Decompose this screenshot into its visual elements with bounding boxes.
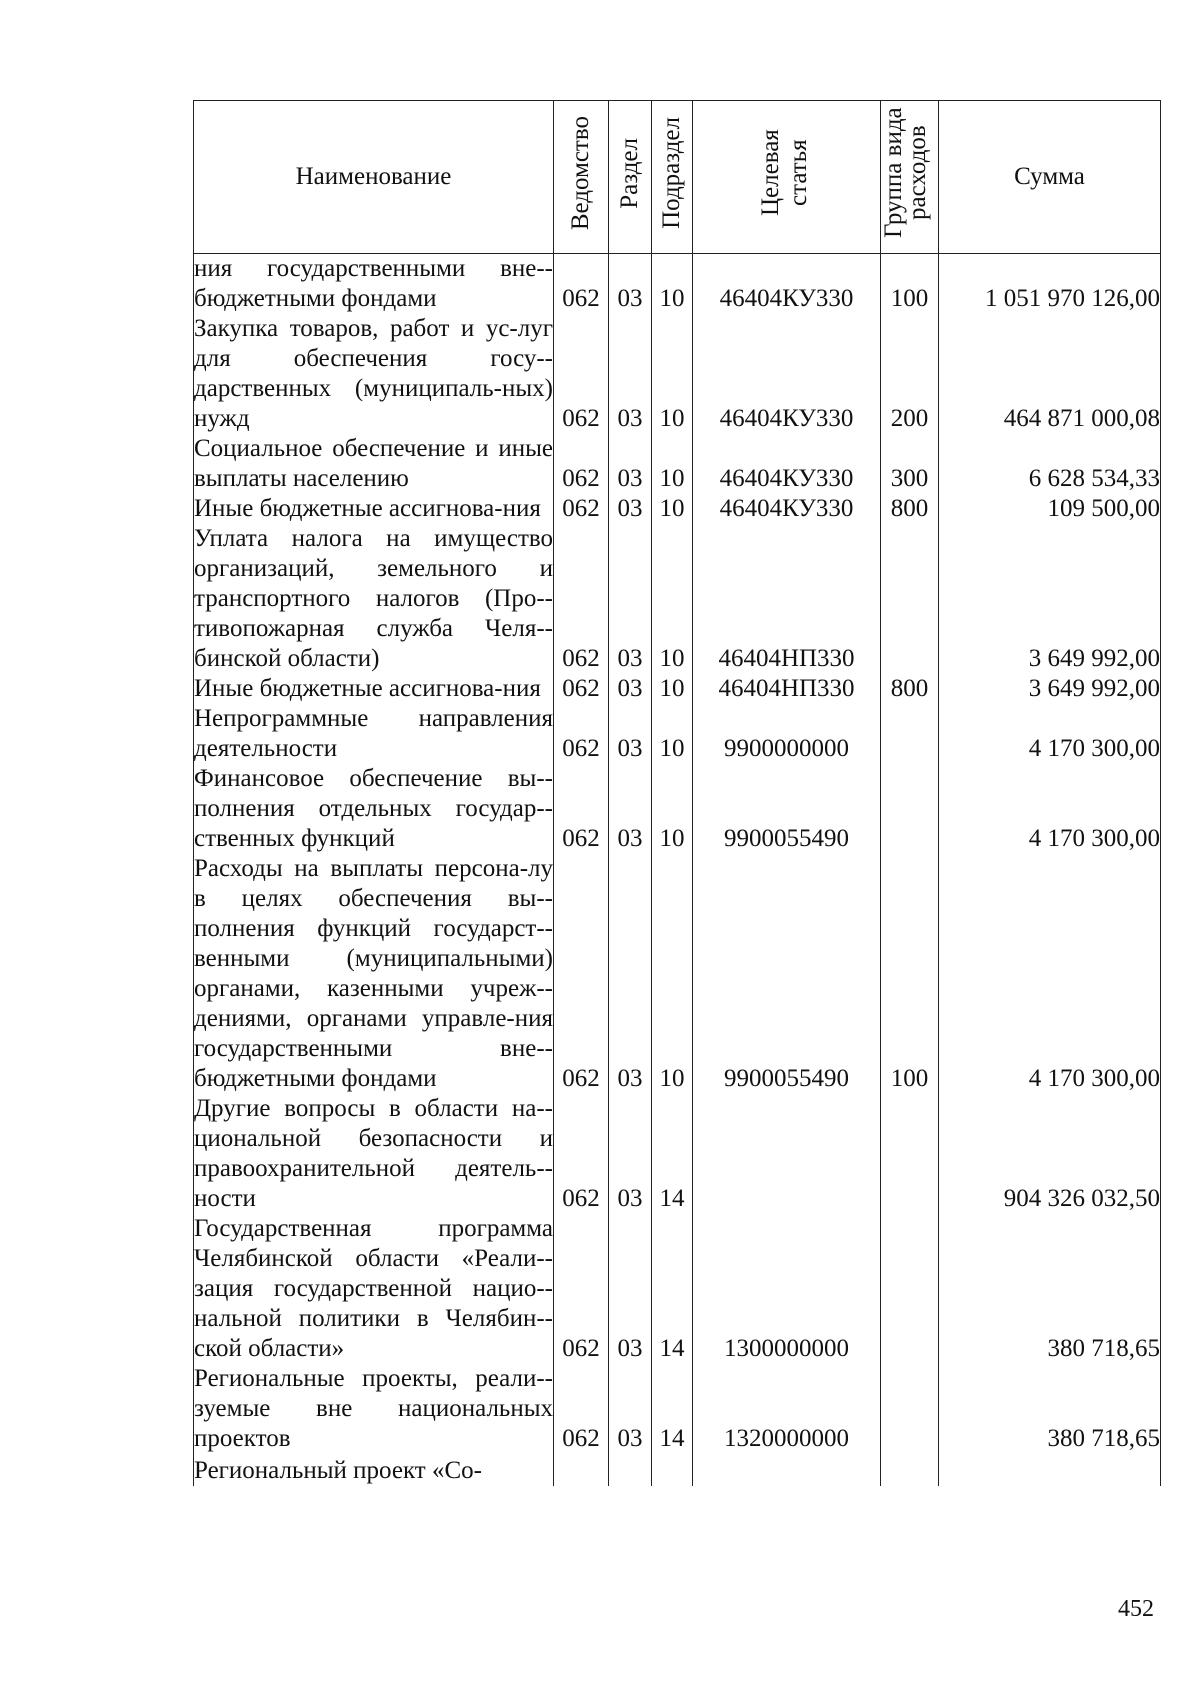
row-gruppa-vida bbox=[881, 1214, 939, 1364]
row-razdel: 03 bbox=[609, 1214, 652, 1364]
row-podrazdel: 10 bbox=[652, 434, 693, 494]
row-razdel: 03 bbox=[609, 704, 652, 764]
row-razdel: 03 bbox=[609, 314, 652, 434]
row-razdel: 03 bbox=[609, 674, 652, 704]
row-razdel: 03 bbox=[609, 494, 652, 524]
row-name: Иные бюджетные ассигнова-ния bbox=[194, 674, 554, 704]
row-gruppa-vida: 100 bbox=[881, 854, 939, 1094]
row-summa: 380 718,65 bbox=[939, 1364, 1161, 1454]
header-razdel: Раздел bbox=[609, 101, 652, 254]
row-celevaya-statya: 9900055490 bbox=[693, 764, 881, 854]
row-vedomstvo: 062 bbox=[554, 1094, 609, 1214]
row-vedomstvo: 062 bbox=[554, 854, 609, 1094]
row-name: ния государственными вне-бюджетными фондами bbox=[194, 255, 553, 312]
row-razdel: 03 bbox=[609, 1094, 652, 1214]
row-name: Расходы на выплаты персона-лу в целях обеспечения вы-полнения функций государст-венными (муниципальными) органами, казенными учреж-дениями, органами управле-ния государственными вне-бюджетными фондами bbox=[194, 855, 553, 1092]
row-summa: 3 649 992,00 bbox=[939, 524, 1161, 674]
row-vedomstvo: 062 bbox=[554, 524, 609, 674]
row-celevaya-statya: 46404КУ330 bbox=[693, 314, 881, 434]
row-podrazdel: 10 bbox=[652, 524, 693, 674]
table-row bbox=[194, 314, 1161, 434]
row-podrazdel: 14 bbox=[652, 1364, 693, 1454]
row-gruppa-vida: 100 bbox=[881, 254, 939, 315]
row-podrazdel: 14 bbox=[652, 1214, 693, 1364]
row-name: Государственная программа Челябинской области «Реали-зация государственной нацио-нальной политики в Челябин-ской области» bbox=[194, 1215, 553, 1362]
row-summa: 904 326 032,50 bbox=[939, 1094, 1161, 1214]
row-vedomstvo: 062 bbox=[554, 704, 609, 764]
row-razdel: 03 bbox=[609, 1364, 652, 1454]
budget-page bbox=[193, 100, 1160, 1486]
row-gruppa-vida: 200 bbox=[881, 314, 939, 434]
row-celevaya-statya bbox=[693, 1094, 881, 1214]
row-gruppa-vida bbox=[881, 1364, 939, 1454]
row-podrazdel: 14 bbox=[652, 1094, 693, 1214]
table-row bbox=[194, 524, 1161, 674]
budget-table bbox=[193, 100, 1161, 1486]
row-summa: 464 871 000,08 bbox=[939, 314, 1161, 434]
row-gruppa-vida: 800 bbox=[881, 674, 939, 704]
row-vedomstvo: 062 bbox=[554, 764, 609, 854]
row-name: Другие вопросы в области на-циональной безопасности и правоохранительной деятель-ности bbox=[194, 1095, 553, 1212]
row-vedomstvo: 062 bbox=[554, 674, 609, 704]
row-summa bbox=[939, 1454, 1161, 1486]
table-row bbox=[194, 254, 1161, 315]
row-name: Непрограммные направления деятельности bbox=[194, 705, 553, 762]
row-gruppa-vida bbox=[881, 704, 939, 764]
header-celevaya-statya: Целевая статья bbox=[693, 101, 881, 254]
row-podrazdel: 10 bbox=[652, 254, 693, 315]
row-name: Уплата налога на имущество организаций, земельного и транспортного налогов (Про-тивопожарная служба Челя-бинской области) bbox=[194, 525, 553, 672]
row-podrazdel: 10 bbox=[652, 674, 693, 704]
row-celevaya-statya: 1320000000 bbox=[693, 1364, 881, 1454]
row-vedomstvo: 062 bbox=[554, 254, 609, 315]
row-celevaya-statya: 46404КУ330 bbox=[693, 434, 881, 494]
row-gruppa-vida bbox=[881, 524, 939, 674]
row-summa: 380 718,65 bbox=[939, 1214, 1161, 1364]
row-name: Региональный проект «Со- bbox=[194, 1454, 554, 1486]
row-name: Иные бюджетные ассигнова-ния bbox=[194, 494, 554, 524]
row-razdel: 03 bbox=[609, 434, 652, 494]
header-summa: Сумма bbox=[939, 101, 1161, 254]
page-number: 452 bbox=[1118, 1596, 1154, 1622]
row-gruppa-vida: 300 bbox=[881, 434, 939, 494]
row-summa: 3 649 992,00 bbox=[939, 674, 1161, 704]
row-summa: 1 051 970 126,00 bbox=[939, 254, 1161, 315]
row-vedomstvo: 062 bbox=[554, 434, 609, 494]
table-row bbox=[194, 494, 1161, 524]
row-vedomstvo: 062 bbox=[554, 314, 609, 434]
table-row bbox=[194, 1214, 1161, 1364]
row-summa: 6 628 534,33 bbox=[939, 434, 1161, 494]
row-podrazdel: 10 bbox=[652, 764, 693, 854]
row-summa: 4 170 300,00 bbox=[939, 704, 1161, 764]
header-gruppa-vida-rashodov: Группа вида расходов bbox=[881, 101, 939, 254]
row-vedomstvo: 062 bbox=[554, 494, 609, 524]
row-podrazdel bbox=[652, 1454, 693, 1486]
row-podrazdel: 10 bbox=[652, 494, 693, 524]
row-summa: 109 500,00 bbox=[939, 494, 1161, 524]
table-row bbox=[194, 854, 1161, 1094]
row-celevaya-statya: 46404КУ330 bbox=[693, 494, 881, 524]
row-gruppa-vida bbox=[881, 1094, 939, 1214]
row-vedomstvo bbox=[554, 1454, 609, 1486]
row-podrazdel: 10 bbox=[652, 314, 693, 434]
row-vedomstvo: 062 bbox=[554, 1214, 609, 1364]
row-podrazdel: 10 bbox=[652, 854, 693, 1094]
table-row bbox=[194, 434, 1161, 494]
row-celevaya-statya: 9900055490 bbox=[693, 854, 881, 1094]
row-name: Социальное обеспечение и иные выплаты населению bbox=[194, 435, 553, 492]
row-name: Финансовое обеспечение вы-полнения отдельных государ-ственных функций bbox=[194, 765, 553, 852]
row-razdel: 03 bbox=[609, 254, 652, 315]
row-name: Региональные проекты, реали-зуемые вне национальных проектов bbox=[194, 1365, 553, 1452]
row-podrazdel: 10 bbox=[652, 704, 693, 764]
row-name: Закупка товаров, работ и ус-луг для обеспечения госу-дарственных (муниципаль-ных) нужд bbox=[194, 315, 553, 432]
row-gruppa-vida bbox=[881, 764, 939, 854]
row-celevaya-statya: 46404НП330 bbox=[693, 674, 881, 704]
row-summa: 4 170 300,00 bbox=[939, 764, 1161, 854]
row-razdel bbox=[609, 1454, 652, 1486]
header-vedomstvo: Ведомство bbox=[554, 101, 609, 254]
table-header-row bbox=[194, 101, 1161, 254]
row-gruppa-vida bbox=[881, 1454, 939, 1486]
header-name: Наименование bbox=[194, 101, 554, 254]
row-razdel: 03 bbox=[609, 764, 652, 854]
row-vedomstvo: 062 bbox=[554, 1364, 609, 1454]
row-summa: 4 170 300,00 bbox=[939, 854, 1161, 1094]
table-row bbox=[194, 1454, 1161, 1486]
table-row bbox=[194, 674, 1161, 704]
row-celevaya-statya: 1300000000 bbox=[693, 1214, 881, 1364]
row-gruppa-vida: 800 bbox=[881, 494, 939, 524]
table-row bbox=[194, 1094, 1161, 1214]
row-celevaya-statya: 46404НП330 bbox=[693, 524, 881, 674]
table-row bbox=[194, 704, 1161, 764]
header-podrazdel: Подраздел bbox=[652, 101, 693, 254]
row-celevaya-statya: 9900000000 bbox=[693, 704, 881, 764]
row-razdel: 03 bbox=[609, 524, 652, 674]
row-celevaya-statya: 46404КУ330 bbox=[693, 254, 881, 315]
row-razdel: 03 bbox=[609, 854, 652, 1094]
table-row bbox=[194, 1364, 1161, 1454]
table-row bbox=[194, 764, 1161, 854]
row-celevaya-statya bbox=[693, 1454, 881, 1486]
